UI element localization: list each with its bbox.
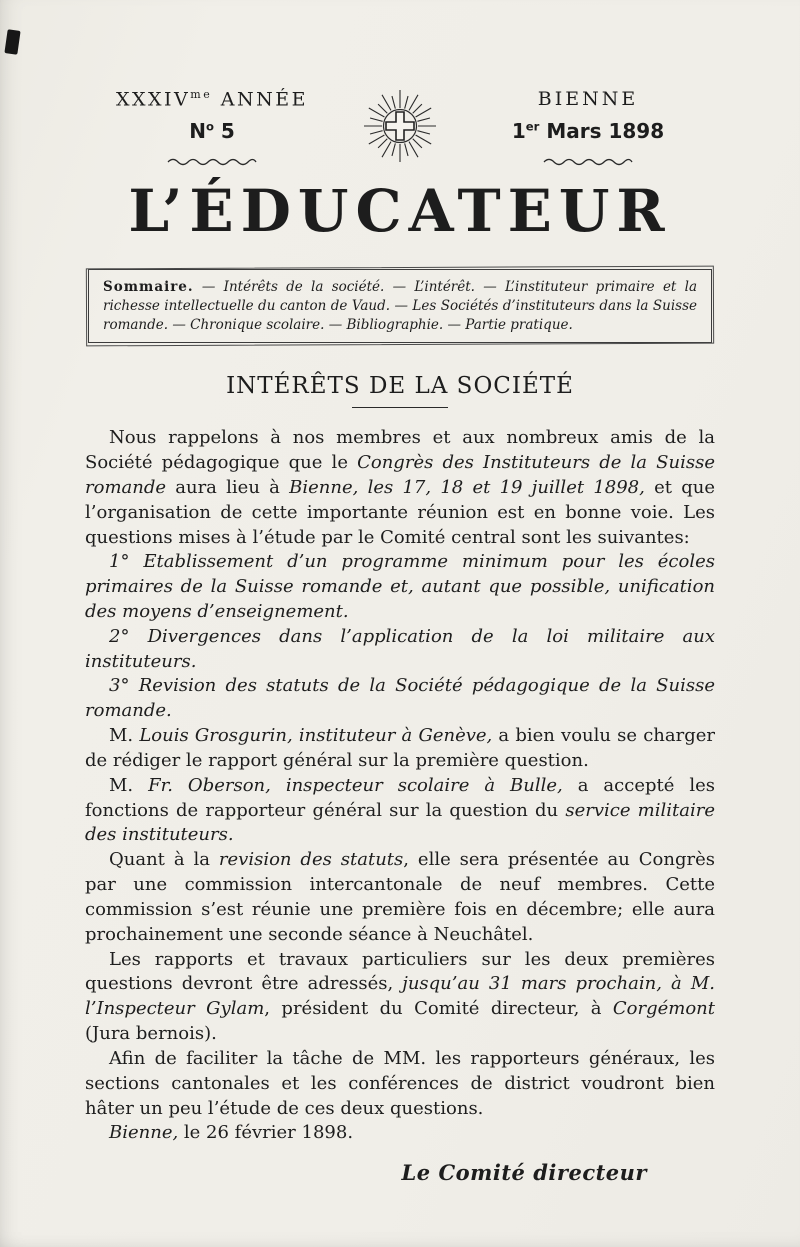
paragraph [85,674,715,724]
annee-word: ANNÉE [220,88,309,111]
article-heading: INTÉRÊTS DE LA SOCIÉTÉ [226,373,574,400]
signature: Le Comité directeur [401,1160,647,1186]
issue-info-left [112,88,312,167]
text-segment: aura lieu à [166,476,290,498]
swiss-cross-emblem-icon [360,86,440,166]
text-segment: a accepté les fonctions de rapporteur général sur la question du [85,774,716,821]
paragraph [85,426,715,550]
text-segment: 3° Revision des statuts de la Société pédagogique de la Suisse romande. [85,675,715,722]
text-segment: Fr. Oberson, inspecteur scolaire à Bulle, [148,774,563,796]
article-body [85,426,715,1146]
text-segment: , président du Comité directeur, à [264,998,613,1020]
text-segment: (Jura bernois). [85,1023,217,1045]
text-segment: Les rapports et travaux particuliers sur les deux premières questions devront être adressés, [85,948,715,995]
annee-line [112,88,312,110]
text-segment: Quant à la [109,849,219,871]
issue-number: 5 [220,119,235,144]
paragraph [85,625,715,675]
heading-rule [352,407,448,408]
text-segment: revision des statuts [218,849,404,871]
paragraph [85,774,715,848]
paragraph [85,724,715,774]
text-segment: 1° Etablissement d’un programme minimum pour les écoles primaires de la Suisse romande et, autant que possible, unification des moyens d’enseignement. [85,551,715,622]
text-segment: a bien voulu se charger de rédiger le rapport général sur la première question. [85,725,715,771]
text-segment: le 26 février 1898. [178,1122,354,1144]
text-segment: , elle sera présentée au Congrès par une commission intercantonale de neuf membres. Cette commission s’est réunie une première fois en décembre; elle aura prochainement une seconde séance à Neuchâtel. [85,849,716,945]
ornament-squiggle-icon [542,157,634,167]
annee-number: XXXIV [115,88,191,111]
text-segment: service militaire des instituteurs. [85,799,715,846]
paragraph [85,1047,715,1121]
issue-info-right [488,88,688,167]
text-segment: Congrès des Instituteurs de la Suisse romande [85,452,715,498]
text-segment: Corgémont [612,998,715,1020]
annee-superscript: me [190,88,213,101]
text-segment: 2° Divergences dans l’application de la loi militaire aux instituteurs. [85,625,715,672]
masthead [0,0,800,167]
text-segment: M. [109,774,149,796]
text-segment: Bienne, [109,1122,179,1144]
ornament-squiggle-icon [166,157,258,167]
issue-n: N [189,119,206,144]
city-line: BIENNE [537,88,639,110]
date-superscript: er [525,119,540,134]
journal-title: L’ÉDUCATEUR [128,177,672,246]
text-segment: Nous rappelons à nos membres et aux nombreux amis de la Société pédagogique que le [85,427,715,474]
paragraph [85,948,715,1047]
issue-superscript: o [205,119,214,134]
text-segment: et que l’organisation de cette importante réunion est en bonne voie. Les questions mises à l’étude par le Comité central sont les suivantes: [85,476,715,548]
text-segment: Afin de faciliter la tâche de MM. les rapporteurs généraux, les sections cantonales et les conférences de district voudront bien hâter un peu l’étude de ces deux questions. [85,1047,715,1119]
sommaire-label: Sommaire. [103,279,194,296]
issue-number-line [112,119,312,143]
paragraph [85,550,715,624]
paragraph [85,1121,715,1146]
text-segment: M. [109,725,140,747]
text-segment: jusqu’au 31 mars prochain, à M. l’Inspecteur Gylam [85,973,715,1020]
date-number: 1 [511,119,526,143]
sommaire-text: — Intérêts de la société. — L’intérêt. — L’instituteur primaire et la richesse intellectuelle du canton de Vaud. — Les Sociétés d’instituteurs dans la Suisse romande. — Chronique scolaire. — Bibliographie. — Partie pratique. [103,279,697,333]
text-segment: Louis Grosgurin, instituteur à Genève, [139,725,493,747]
date-line [488,119,688,143]
date-rest: Mars 1898 [546,119,665,143]
paragraph [85,848,715,947]
text-segment: Bienne, les 17, 18 et 19 juillet 1898, [289,476,645,498]
sommaire-box [88,269,712,343]
